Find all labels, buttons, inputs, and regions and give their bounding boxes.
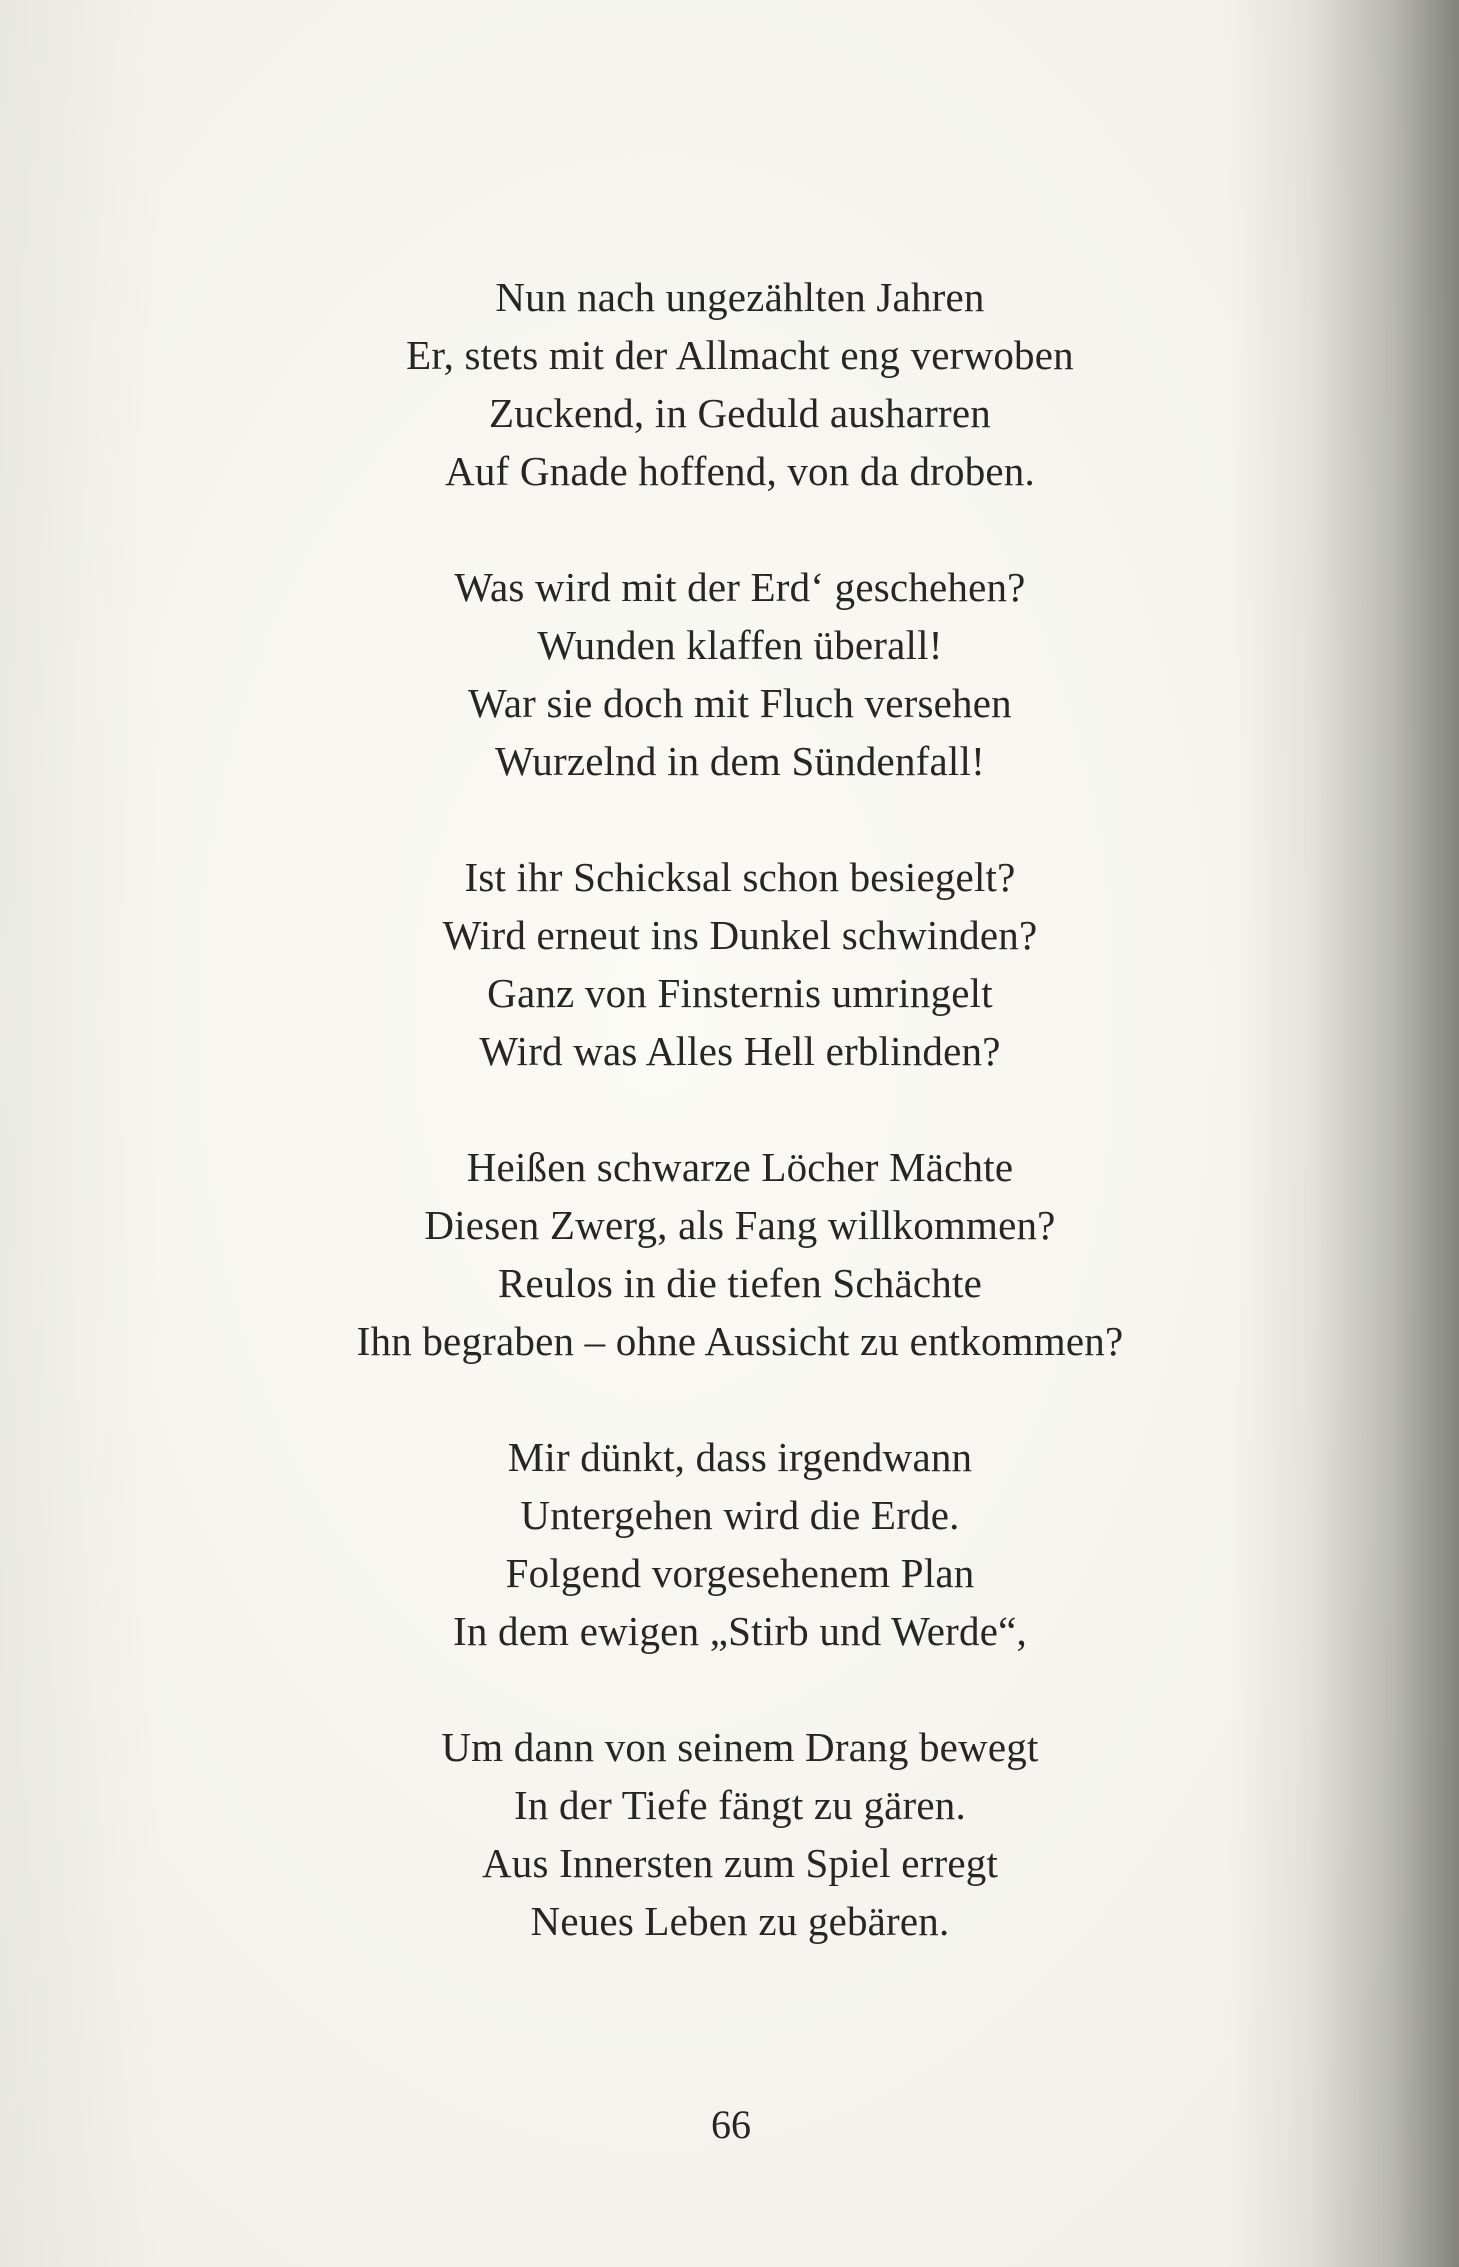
poem-line: Wird erneut ins Dunkel schwinden? xyxy=(442,912,1038,958)
poem-line: Ihn begraben – ohne Aussicht zu entkommen? xyxy=(356,1318,1124,1364)
poem-line: Mir dünkt, dass irgendwann xyxy=(507,1434,973,1480)
poem-line: Untergehen wird die Erde. xyxy=(520,1492,960,1538)
poem-line: Neues Leben zu gebären. xyxy=(530,1898,950,1944)
poem-line: Reulos in die tiefen Schächte xyxy=(498,1260,982,1306)
poem xyxy=(0,268,1459,2008)
poem-line: Heißen schwarze Löcher Mächte xyxy=(466,1144,1014,1190)
poem-line: Um dann von seinem Drang bewegt xyxy=(441,1724,1039,1770)
stanza-1 xyxy=(0,268,1459,500)
poem-line: In der Tiefe fängt zu gären. xyxy=(514,1782,966,1828)
poem-line: Folgend vorgesehenem Plan xyxy=(505,1550,975,1596)
poem-line: Wird was Alles Hell erblinden? xyxy=(479,1028,1001,1074)
poem-line: Wurzelnd in dem Sündenfall! xyxy=(495,738,985,784)
poem-line: Wunden klaffen überall! xyxy=(537,622,943,668)
poem-line: Nun nach ungezählten Jahren xyxy=(495,274,985,320)
page-number: 66 xyxy=(711,2102,751,2147)
poem-line: Ist ihr Schicksal schon besiegelt? xyxy=(464,854,1016,900)
poem-line: Diesen Zwerg, als Fang willkommen? xyxy=(424,1202,1056,1248)
poem-line: Auf Gnade hoffend, von da droben. xyxy=(445,448,1035,494)
stanza-2 xyxy=(0,558,1459,790)
poem-line: Ganz von Finsternis umringelt xyxy=(487,970,993,1016)
stanza-3 xyxy=(0,848,1459,1080)
stanza-6 xyxy=(0,1718,1459,1950)
stanza-5 xyxy=(0,1428,1459,1660)
poem-line: Was wird mit der Erd‘ geschehen? xyxy=(454,564,1026,610)
poem-line: Aus Innersten zum Spiel erregt xyxy=(481,1840,999,1886)
poem-line: War sie doch mit Fluch versehen xyxy=(468,680,1012,726)
poem-line: Er, stets mit der Allmacht eng verwoben xyxy=(406,332,1074,378)
poem-line: In dem ewigen „Stirb und Werde“, xyxy=(453,1608,1027,1654)
stanza-4 xyxy=(0,1138,1459,1370)
poem-line: Zuckend, in Geduld ausharren xyxy=(489,390,991,436)
